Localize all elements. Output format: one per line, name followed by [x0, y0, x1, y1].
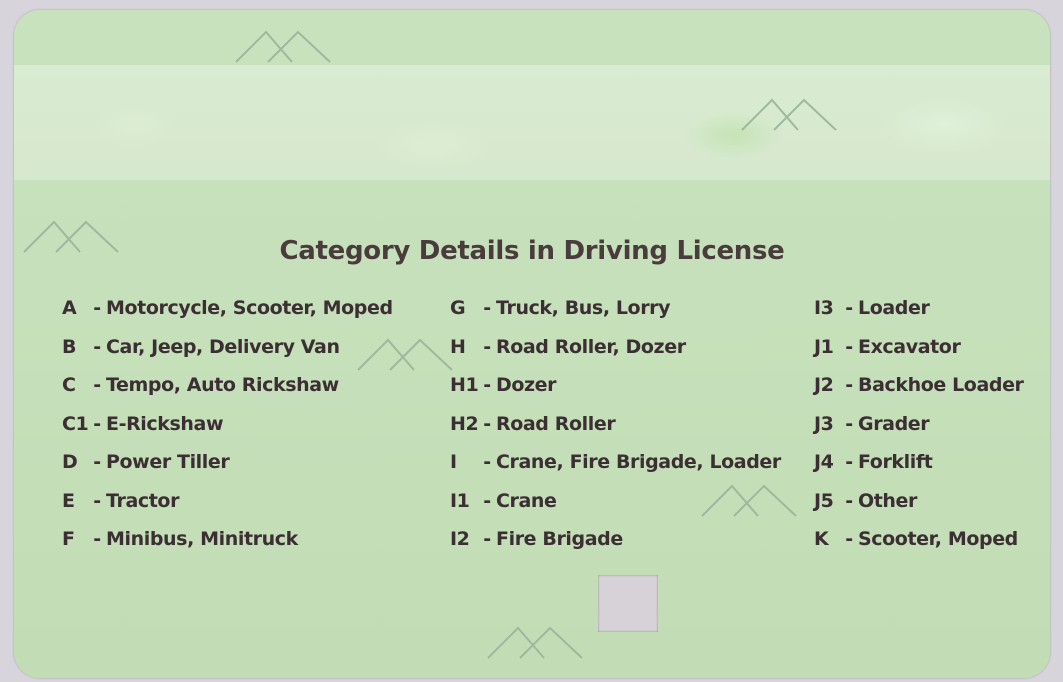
mountain-watermark-icon: [486, 624, 586, 660]
category-code: I3: [814, 297, 834, 319]
category-description: Power Tiller: [106, 451, 230, 473]
category-code: C: [62, 374, 76, 396]
category-description: Other: [858, 489, 918, 512]
category-code: A: [62, 297, 77, 319]
category-row: J5 - Other: [814, 489, 918, 512]
category-row: B - Car, Jeep, Delivery Van: [62, 335, 340, 358]
category-description: Motorcycle, Scooter, Moped: [106, 297, 393, 319]
license-card-back: [14, 10, 1050, 678]
category-description: Car, Jeep, Delivery Van: [106, 335, 340, 358]
category-code: J2: [814, 374, 834, 396]
category-row: G - Truck, Bus, Lorry: [450, 297, 671, 319]
category-description: Crane: [496, 489, 557, 512]
category-row: C1 - E-Rickshaw: [62, 412, 224, 435]
category-description: Tempo, Auto Rickshaw: [106, 374, 339, 396]
category-description: Forklift: [858, 451, 933, 473]
category-code: C1: [62, 412, 89, 435]
category-code: K: [814, 528, 829, 550]
category-code: B: [62, 335, 77, 358]
category-code: I2: [450, 528, 470, 550]
category-code: F: [62, 528, 75, 550]
mountain-watermark-icon: [740, 96, 840, 132]
category-row: A - Motorcycle, Scooter, Moped: [62, 297, 393, 319]
category-row: J4 - Forklift: [814, 451, 933, 473]
category-row: I3 - Loader: [814, 297, 930, 319]
category-code: I1: [450, 489, 470, 512]
category-code: E: [62, 489, 75, 512]
category-row: J3 - Grader: [814, 412, 930, 435]
category-description: Truck, Bus, Lorry: [496, 297, 671, 319]
category-code: H1: [450, 374, 479, 396]
category-row: H2 - Road Roller: [450, 412, 616, 435]
category-row: F - Minibus, Minitruck: [62, 528, 298, 550]
card-title: Category Details in Driving License: [279, 236, 785, 266]
category-description: E-Rickshaw: [106, 412, 224, 435]
category-description: Backhoe Loader: [858, 374, 1024, 396]
category-description: Dozer: [496, 374, 557, 396]
category-code: D: [62, 451, 78, 473]
category-row: C - Tempo, Auto Rickshaw: [62, 374, 339, 396]
category-code: J3: [814, 412, 834, 435]
category-code: J5: [814, 489, 834, 512]
category-row: J1 - Excavator: [814, 335, 961, 358]
category-row: D - Power Tiller: [62, 451, 230, 473]
category-row: E - Tractor: [62, 489, 180, 512]
category-description: Tractor: [106, 489, 180, 512]
category-description: Scooter, Moped: [858, 528, 1018, 550]
category-row: K - Scooter, Moped: [814, 528, 1018, 550]
magnetic-stripe-band: [14, 65, 1050, 180]
category-description: Grader: [858, 412, 930, 435]
category-description: Fire Brigade: [496, 528, 623, 550]
category-row: H1 - Dozer: [450, 374, 557, 396]
category-row: I1 - Crane: [450, 489, 557, 512]
category-description: Crane, Fire Brigade, Loader: [496, 451, 781, 473]
category-code: H2: [450, 412, 479, 435]
category-row: I - Crane, Fire Brigade, Loader: [450, 451, 781, 473]
category-row: I2 - Fire Brigade: [450, 528, 623, 550]
mountain-watermark-icon: [234, 28, 334, 64]
category-description: Loader: [858, 297, 930, 319]
category-description: Road Roller: [496, 412, 616, 435]
category-description: Minibus, Minitruck: [106, 528, 298, 550]
category-code: G: [450, 297, 466, 319]
category-description: Excavator: [858, 335, 961, 358]
category-code: J1: [814, 335, 834, 358]
category-row: H - Road Roller, Dozer: [450, 335, 686, 358]
category-code: J4: [814, 451, 834, 473]
card-punch-hole: [598, 575, 658, 632]
category-column-3: [814, 297, 1024, 567]
category-description: Road Roller, Dozer: [496, 335, 686, 358]
category-code: H: [450, 335, 466, 358]
category-code: I: [450, 451, 457, 473]
category-column-1: [62, 297, 393, 567]
category-row: J2 - Backhoe Loader: [814, 374, 1024, 396]
category-column-2: [450, 297, 781, 567]
